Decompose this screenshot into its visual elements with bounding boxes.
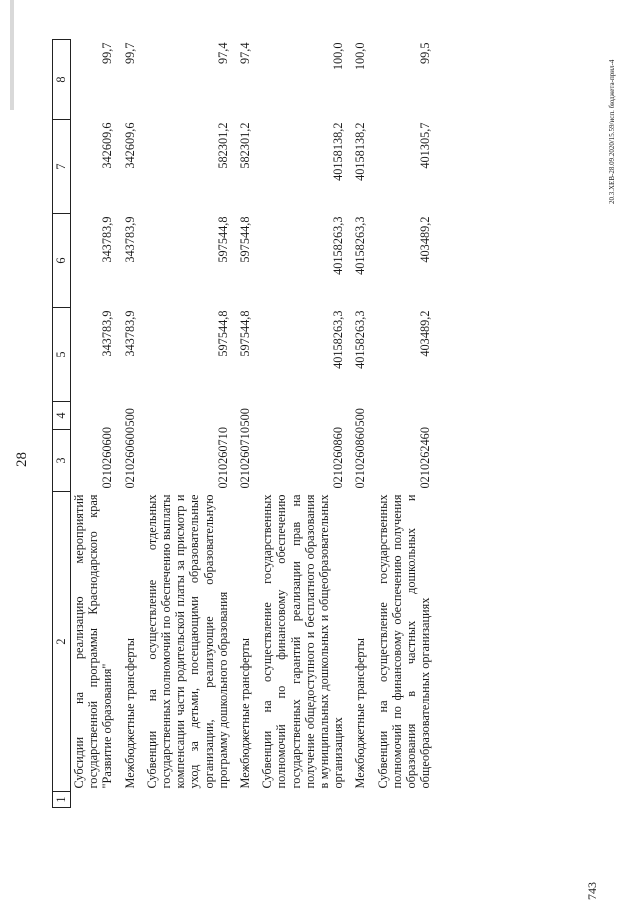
row-code: 0210260860 — [331, 427, 346, 489]
header-col-7: 7 — [53, 120, 71, 214]
row-col7: 582301,2 — [215, 122, 230, 169]
row-col6: 403489,2 — [418, 216, 433, 263]
row-col5: 343783,9 — [100, 310, 115, 357]
page-number: 28 — [14, 452, 30, 467]
row-col8: 100,0 — [331, 42, 346, 71]
row-col7: 342609,6 — [122, 122, 137, 169]
row-vr — [259, 402, 346, 430]
row-col6: 40158263,3 — [331, 216, 346, 275]
table-row — [122, 40, 138, 808]
row-col8: 99,7 — [100, 42, 115, 65]
table-row — [352, 40, 368, 808]
row-name: Межбюджетные трансферты — [238, 637, 253, 789]
table-row — [144, 40, 231, 808]
row-col7: 582301,2 — [238, 122, 253, 169]
row-col8: 100,0 — [353, 42, 368, 71]
header-col-1: 1 — [53, 792, 71, 808]
row-vr — [144, 402, 231, 430]
row-col5: 597544,8 — [238, 310, 253, 357]
row-name: Субвенции на осуществление государственных полномочий по финансовому обеспечению государственных гарантий реализации прав на получение общедоступного и бесплатного образования в муниципальных дошкольных и общеобразовательных организациях — [260, 494, 346, 789]
row-vr — [71, 402, 116, 430]
budget-table — [52, 39, 433, 808]
row-col5: 40158263,3 — [331, 310, 346, 369]
row-code: 0210262460 — [418, 427, 433, 489]
row-col6: 597544,8 — [215, 216, 230, 263]
footer-file-tag: 20.3.ХЕВ-28.09.2020/15.59/исп. бюджета-прил-4 — [608, 59, 616, 204]
row-col8: 97,4 — [215, 42, 230, 65]
row-vr: 500 — [353, 408, 368, 427]
table-row — [71, 40, 116, 808]
row-code: 0210260600 — [100, 427, 115, 489]
side-page-code: 743 — [585, 882, 599, 900]
row-code: 0210260710 — [215, 427, 230, 489]
row-vr — [375, 402, 434, 430]
header-row — [53, 40, 71, 808]
row-vr: 500 — [238, 408, 253, 427]
row-col7: 401305,7 — [418, 122, 433, 169]
row-col6: 40158263,3 — [353, 216, 368, 275]
table-row — [237, 40, 253, 808]
row-name: Субсидии на реализацию мероприятий государственной программы Краснодарского края "Развитие образования" — [72, 494, 115, 789]
row-col7: 40158138,2 — [353, 122, 368, 181]
row-vr: 500 — [122, 408, 137, 427]
row-col7: 342609,6 — [100, 122, 115, 169]
header-col-8: 8 — [53, 40, 71, 120]
header-col-2: 2 — [53, 492, 71, 792]
row-col6: 597544,8 — [238, 216, 253, 263]
row-col8: 97,4 — [238, 42, 253, 65]
row-col7: 40158138,2 — [331, 122, 346, 181]
row-code: 0210260860 — [353, 427, 368, 489]
table-row — [375, 40, 434, 808]
row-name: Межбюджетные трансферты — [122, 637, 137, 789]
row-code: 0210260600 — [122, 427, 137, 489]
row-code: 0210260710 — [238, 427, 253, 489]
row-col8: 99,7 — [122, 42, 137, 65]
row-name: Субвенции на осуществление отдельных государственных полномочий по обеспечению выплаты компенсации части родительской платы за присмотр и уход за детьми, посещающими образовательные организации, реализующие образовательную программу дошкольного образования — [144, 494, 230, 789]
header-col-6: 6 — [53, 214, 71, 308]
row-col8: 99,5 — [418, 42, 433, 65]
header-col-3: 3 — [53, 430, 71, 492]
row-col6: 343783,9 — [122, 216, 137, 263]
header-col-5: 5 — [53, 308, 71, 402]
row-name: Субвенции на осуществление государственных полномочий по финансовому обеспечению получения образования в частных дошкольных и общеобразовательных организациях — [375, 494, 433, 789]
header-col-4: 4 — [53, 402, 71, 430]
row-col5: 40158263,3 — [353, 310, 368, 369]
row-col5: 343783,9 — [122, 310, 137, 357]
table-row — [259, 40, 346, 808]
row-col6: 343783,9 — [100, 216, 115, 263]
row-col5: 403489,2 — [418, 310, 433, 357]
row-col5: 597544,8 — [215, 310, 230, 357]
row-name: Межбюджетные трансферты — [353, 637, 368, 789]
